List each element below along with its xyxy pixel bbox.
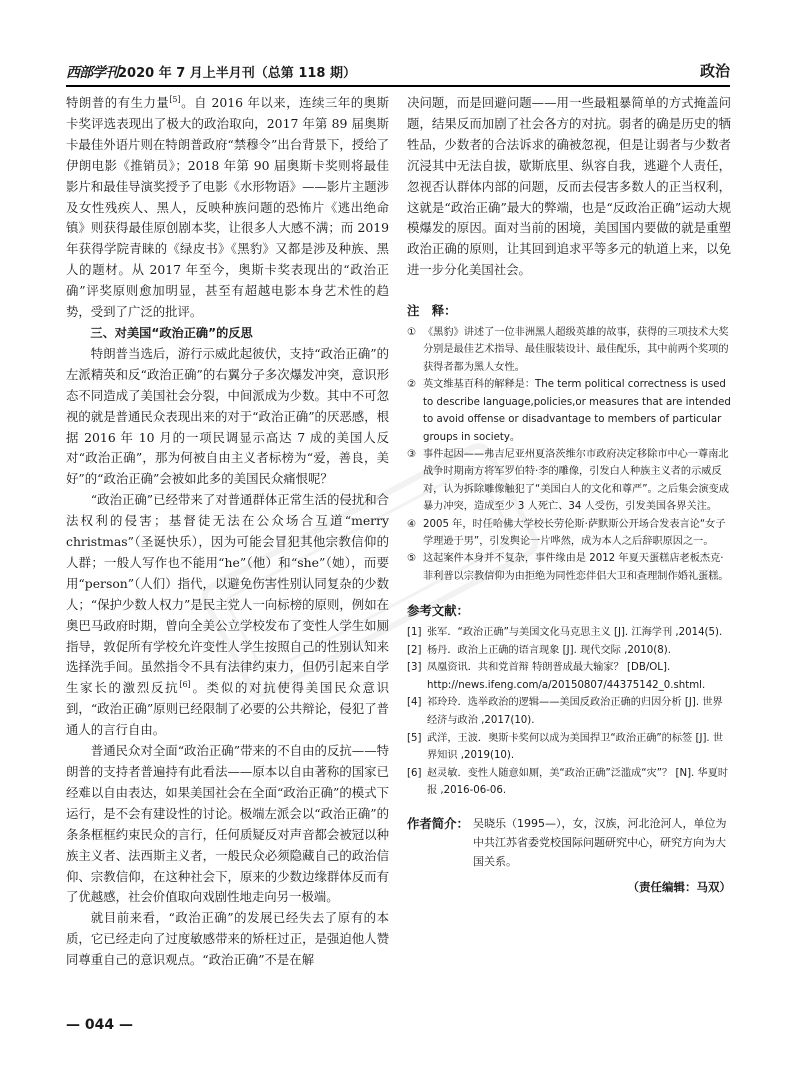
references-heading: 参考文献： <box>407 603 469 619</box>
author-bio-text: 吴晓乐（1995—），女，汉族，河北沧河人，单位为中共江苏省委党校国际问题研究中心，研究方向为大国关系。 <box>473 817 727 868</box>
reference-item: [4] 祁玲玲．选举政治的逻辑——美国反政治正确的归因分析 [J]. 世界经济与政治 ,2017(10). <box>407 697 723 727</box>
author-bio-label: 作者简介： <box>407 816 469 831</box>
responsible-editor: （责任编辑：马双） <box>627 880 731 894</box>
body-paragraph: 普通民众对全面“政治正确”带来的不自由的反抗——特朗普的支持者普遍持有此看法——原本以自由著称的国家已经难以自由表达，如果美国社会在全面“政治正确”的模式下运行，是不会有建设性的讨论。极端左派会以“政治正确”的条条框框约束民众的言行，任何质疑反对声音都会被冠以种族主义者、法西斯主义者，一般民众必须隐藏自己的政治信仰、宗教信仰，在这种社会下，原来的少数边缘群体反而有了优越感，社会价值取向戏剧性地走向另一极端。 <box>66 743 389 905</box>
reference-item: [6] 赵灵敏．变性人随意如厕，美“政治正确”泛滥成“灾”？ [N]. 华夏时报 ,2016-06-06. <box>407 767 729 797</box>
references-list <box>407 624 731 800</box>
reference-item: [3] 凤凰资讯．共和党首辩 特朗普成最大输家？ [DB/OL]. http://news.ifeng.com/a/20150807/44375142_0.shtml. <box>407 662 706 691</box>
body-paragraph: 特朗普当选后，游行示威此起彼伏，支持“政治正确”的左派精英和反“政治正确”的右翼分子多次爆发冲突，意识形态不同造成了美国社会分裂，中间派成为少数。其中不可忽视的就是普通民众表现出来的对于“政治正确”的厌恶感，根据 2016 年 10 月的一项民调显示高达 7 成的美国人反对“政治正确”，那为何被自由主义者标榜为“爱，善良，美好”的“政治正确”会被如此多的美国民众痛恨呢？ <box>66 345 389 487</box>
note-item: ① 《黑豹》讲述了一位非洲黑人超级英雄的故事，获得的三项技术大奖分别是最佳艺术指导、最佳服装设计、最佳配乐，其中前两个奖项的获得者都为黑人女性。 <box>407 327 729 373</box>
citation-ref[interactable]: [6] <box>179 680 191 690</box>
journal-info <box>66 62 356 82</box>
reference-item: [2] 杨丹．政治上正确的语言现象 [J]. 现代交际 ,2010(8). <box>407 644 671 656</box>
body-paragraph: “政治正确”已经带来了对普通群体正常生活的侵扰和合法权利的侵害；基督徒无法在公众场合互道“merry christmas”（圣诞快乐），因为可能会冒犯其他宗教信仰的人群；一般人写作也不能用“he”（他）和“she”（她），而要用“person”（人们）指代，以避免伤害性别认同复杂的少数人；“保护少数人权力”是民主党人一向标榜的原则，例如在奥巴马政府时期，曾向全美公立学校发布了变性人学生如厕指导，敦促所有学校允许变性人学生按照自己的性别认知来选择洗手间。虽然指令不具有法律约束力，但仍引起来自学生家长的激烈反抗[6]。类似的对抗使得美国民众意识到，“政治正确”原则已经限制了必要的公共辩论，侵犯了普通人的言行自由。 <box>66 492 390 738</box>
note-item: ④ 2005 年，时任哈佛大学校长劳伦斯·萨默斯公开场合发表言论“女子学理逊于男”，引发舆论一片哗然，成为本人之后辞职原因之一。 <box>407 518 726 547</box>
section-label: 政治 <box>699 62 730 80</box>
author-bio <box>407 814 731 871</box>
citation-ref[interactable]: [5] <box>169 94 181 104</box>
page-number: — 044 — <box>66 1017 133 1033</box>
section-heading: 三、对美国“政治正确”的反思 <box>90 325 253 340</box>
header-divider <box>66 85 730 87</box>
notes-list <box>407 324 731 585</box>
body-paragraph: 决问题，而是回避问题——用一些最粗暴简单的方式掩盖问题，结果反而加剧了社会各方的对抗。弱者的确是历史的牺牲品，少数者的合法诉求的确被忽视，但是让弱者与少数者沉浸其中无法自拔，歇斯底里、纵容自我，逃避个人责任，忽视否认群体内部的问题，反而去侵害多数人的正当权利，这就是“政治正确”最大的弊端，也是“反政治正确”运动大规模爆发的原因。面对当前的困境，美国国内要做的就是重塑政治正确的原则，让其回到追求平等多元的轨道上来，以免进一步分化美国社会。 <box>407 95 731 278</box>
note-item: ⑤ 这起案件本身并不复杂，事件缘由是 2012 年夏天蛋糕店老板杰克·菲利普以宗教信仰为由拒绝为同性恋伴侣大卫和查理制作婚礼蛋糕。 <box>407 553 729 582</box>
right-column <box>407 93 731 898</box>
page-header <box>66 60 730 84</box>
note-item: ③ 事件起因——弗吉尼亚州夏洛茨维尔市政府决定移除市中心一尊南北战争时期南方将军罗伯特·李的雕像，引发白人种族主义者的示威反对，认为拆除雕像触犯了“美国白人的文化和尊严”。之后集会演变成暴力冲突，造成至少 3 人死亡、34 人受伤，引发美国各界关注。 <box>407 448 729 513</box>
body-paragraph: 就目前来看，“政治正确”的发展已经失去了原有的本质，它已经走向了过度敏感带来的矫枉过正，是强迫他人赞同尊重自己的意识观点。“政治正确”不是在解 <box>66 910 389 968</box>
body-paragraph: 特朗普的有生力量[5]。自 2016 年以来，连续三年的奥斯卡奖评选表现出了极大的政治取向，2017 年第 89 届奥斯卡最佳外语片则在特朗普政府“禁穆令”出台背景下，授给了伊朗电影《推销员》；2018 年第 90 届奥斯卡奖则将最佳影片和最佳导演奖授予了电影《水形物语》——影片主题涉及女性残疾人、黑人，反映种族问题的恐怖片《逃出绝命镇》则获得最佳原创剧本奖，让很多人大感不满；而 2019 年获得学院青睐的《绿皮书》《黑豹》又都是涉及种族、黑人的题材。从 2017 年至今，奥斯卡奖表现出的“政治正确”评奖原则愈加明显，甚至有超越电影本身艺术性的趋势，受到了广泛的批评。 <box>66 94 389 320</box>
note-item: ② 英文维基百科的解释是：The term political correctness is used to describe language,policies,or measures that are intended to avoid offense or disadvantage to members of particular groups in society。 <box>407 379 731 443</box>
reference-item: [5] 武洋，王波．奥斯卡奖何以成为美国捍卫“政治正确”的标签 [J]. 世界知识 ,2019(10). <box>407 732 724 762</box>
journal-logo: 西部学刊 <box>66 65 118 81</box>
left-column <box>66 93 389 971</box>
issue-info: 2020 年 7 月上半月刊（总第 118 期） <box>118 66 356 81</box>
reference-item: [1] 张军．“政治正确”与美国文化马克思主义 [J]. 江海学刊 ,2014(5). <box>407 627 723 639</box>
notes-heading: 注 释： <box>407 303 457 319</box>
